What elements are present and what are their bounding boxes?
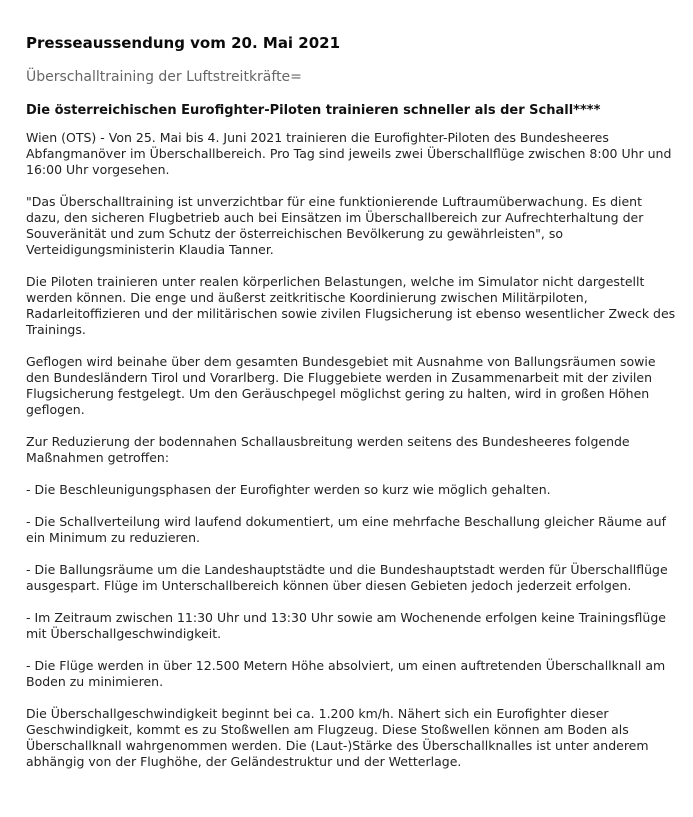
- page-title: Presseaussendung vom 20. Mai 2021: [26, 34, 341, 52]
- measure-item: - Die Beschleunigungsphasen der Eurofighter werden so kurz wie möglich gehalten.: [26, 482, 551, 497]
- paragraph-quote: "Das Überschalltraining ist unverzichtbar für eine funktionierende Luftraumüberwachung. Es dient dazu, den sicheren Flugbetrieb auch bei Einsätzen im Überschallbereich zur Aufrechterhaltung der Souveränität und zum Schutz der österreichischen Bevölkerung zu gewährleisten", so Verteidigungsministerin Klaudia Tanner.: [26, 194, 644, 257]
- paragraph-flight-area: Geflogen wird beinahe über dem gesamten Bundesgebiet mit Ausnahme von Ballungsräumen sowie den Bundesländern Tirol und Vorarlberg. Die Fluggebiete werden in Zusammenarbeit mit der zivilen Flugsicherung festgelegt. Um den Geräuschpegel möglichst gering zu halten, wird in großen Höhen geflogen.: [26, 354, 656, 417]
- article-body: [26, 130, 680, 770]
- paragraph-supersonic-speed: Die Überschallgeschwindigkeit beginnt bei ca. 1.200 km/h. Nähert sich ein Eurofighter dieser Geschwindigkeit, kommt es zu Stoßwellen am Flugzeug. Diese Stoßwellen können am Boden als Überschallknall wahrgenommen werden. Die (Laut-)Stärke des Überschallknalles ist unter anderem abhängig von der Flughöhe, der Geländestruktur und der Wetterlage.: [26, 706, 649, 769]
- measure-item: - Die Flüge werden in über 12.500 Metern Höhe absolviert, um einen auftretenden Überschallknall am Boden zu minimieren.: [26, 658, 666, 689]
- paragraph-training: Die Piloten trainieren unter realen körperlichen Belastungen, welche im Simulator nicht dargestellt werden können. Die enge und äußerst zeitkritische Koordinierung zwischen Militärpiloten, Radarleitoffizieren und der militärischen sowie zivilen Flugsicherung ist ebenso wesentlicher Zweck des Trainings.: [26, 274, 676, 337]
- paragraph-intro: Wien (OTS) - Von 25. Mai bis 4. Juni 2021 trainieren die Eurofighter-Piloten des Bundesheeres Abfangmanöver im Überschallbereich. Pro Tag sind jeweils zwei Überschallflüge zwischen 8:00 Uhr und 16:00 Uhr vorgesehen.: [26, 130, 672, 177]
- paragraph-measures-intro: Zur Reduzierung der bodennahen Schallausbreitung werden seitens des Bundesheeres folgende Maßnahmen getroffen:: [26, 434, 630, 465]
- press-release: [26, 34, 680, 786]
- measure-item: - Die Ballungsräume um die Landeshauptstädte und die Bundeshauptstadt werden für Überschallflüge ausgespart. Flüge im Unterschallbereich können über diesen Gebieten jedoch jederzeit erfolgen.: [26, 562, 668, 593]
- measure-item: - Im Zeitraum zwischen 11:30 Uhr und 13:30 Uhr sowie am Wochenende erfolgen keine Trainingsflüge mit Überschallgeschwindigkeit.: [26, 610, 666, 641]
- measure-item: - Die Schallverteilung wird laufend dokumentiert, um eine mehrfache Beschallung gleicher Räume auf ein Minimum zu reduzieren.: [26, 514, 666, 545]
- subtitle: Überschalltraining der Luftstreitkräfte=: [26, 69, 302, 85]
- lead-heading: Die österreichischen Eurofighter-Piloten trainieren schneller als der Schall****: [26, 103, 601, 118]
